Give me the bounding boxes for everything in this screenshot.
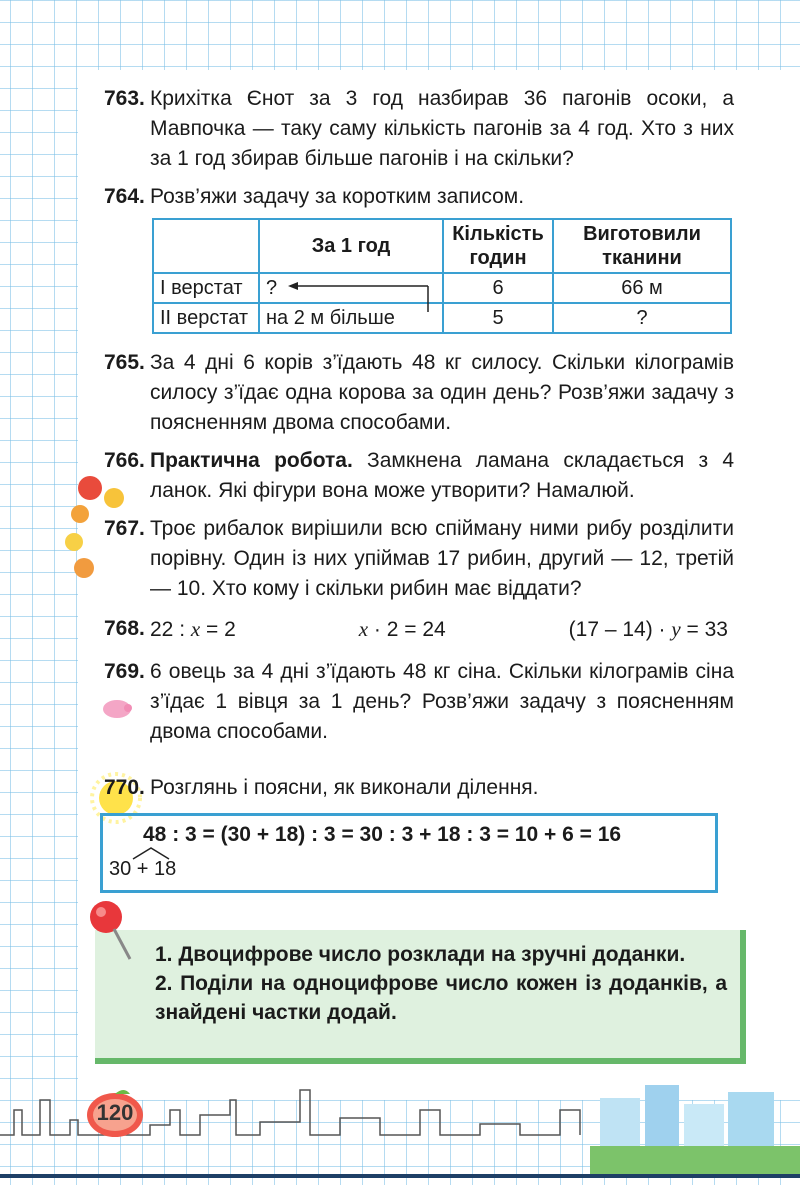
page-number: [84, 1088, 146, 1138]
pushpin-icon: [84, 895, 144, 965]
task-text: Замкнена ламана складається з 4 ланок. Які фігури вона може утворити? Намалюй.: [150, 449, 734, 502]
task-764: [104, 182, 734, 334]
task-number: 769.: [104, 660, 145, 683]
equation-part: (17 – 14) ·: [568, 618, 672, 641]
equation-variable: x: [190, 617, 201, 641]
table-cell: на 2 м більше: [259, 303, 443, 333]
table-cell: ?: [553, 303, 731, 333]
rule-line-2: 2. Поділи на одноцифрове число кожен із доданків, а знайдені частки додай.: [155, 972, 727, 1024]
task-767: [104, 514, 734, 604]
table-header-cell: [153, 219, 259, 273]
table-cell: І верстат: [153, 273, 259, 303]
arrow-icon: [288, 280, 438, 314]
table-row: [153, 273, 731, 303]
task-heading: Практична робота.: [150, 449, 353, 472]
content-column: [104, 84, 734, 893]
table-header-cell: Кількість годин: [443, 219, 553, 273]
task-766: [104, 446, 734, 506]
equation-variable: y: [671, 617, 681, 641]
task-768: [104, 614, 734, 645]
page-number-text: 120: [96, 1100, 134, 1125]
rule-line-1: 1. Двоцифрове число розклади на зручні доданки.: [155, 943, 686, 966]
equation-row: [150, 614, 734, 645]
task-number: 766.: [104, 449, 145, 472]
task-number: 768.: [104, 617, 145, 640]
example-split: 30 + 18: [109, 858, 177, 880]
task-770: [104, 773, 734, 803]
equation-1: [150, 614, 236, 645]
table-cell: ІІ верстат: [153, 303, 259, 333]
table-header-row: [153, 219, 731, 273]
task-text: 6 овець за 4 дні з’їдають 48 кг сіна. Скільки кілограмів сіна з’їдає 1 вівця за 1 день? Розв’яжи задачу з поясненням двома способами.: [150, 660, 734, 743]
task-765: [104, 348, 734, 438]
equation-variable: x: [358, 617, 369, 641]
task-number: 770.: [104, 776, 145, 799]
task-text: Троє рибалок вирішили всю спійману ними рибу розділити порівну. Один із них упіймав 17 рибин, другий — 12, третій — 10. Хто кому і скільки рибин має віддати?: [150, 517, 734, 600]
table-cell: 5: [443, 303, 553, 333]
table-row: [153, 303, 731, 333]
table-cell-with-arrow: [259, 273, 443, 303]
table-cell: 6: [443, 273, 553, 303]
rule-box: [95, 930, 746, 1064]
table-cell: ?: [266, 277, 278, 299]
table-header-cell: Виготовили тканини: [553, 219, 731, 273]
example-equation: 48 : 3 = (30 + 18) : 3 = 30 : 3 + 18 : 3 = 10 + 6 = 16: [143, 823, 622, 846]
task-769: [104, 657, 734, 747]
task-number: 767.: [104, 517, 145, 540]
table-cell: 66 м: [553, 273, 731, 303]
equation-part: = 2: [200, 618, 236, 641]
task-table: [152, 218, 732, 334]
task-text: Розв’яжи задачу за коротким записом.: [150, 185, 525, 208]
table-header-cell: За 1 год: [259, 219, 443, 273]
example-box: [100, 813, 718, 893]
rule-text: [155, 940, 727, 1027]
task-number: 765.: [104, 351, 145, 374]
equation-3: [569, 614, 728, 645]
equation-part: · 2 = 24: [368, 618, 446, 641]
task-number: 764.: [104, 185, 145, 208]
task-text: Розглянь і поясни, як виконали ділення.: [150, 776, 539, 799]
task-763: [104, 84, 734, 174]
equation-2: [359, 614, 446, 645]
task-text: Крихітка Єнот за 3 год назбирав 36 пагонів осоки, а Мавпочка — таку саму кількість пагонів за 4 год. Хто з них за 1 год збирав більше пагонів і на скільки?: [150, 87, 734, 170]
bottom-border-line: [0, 1174, 800, 1178]
equation-part: = 33: [680, 618, 728, 641]
task-number: 763.: [104, 87, 145, 110]
task-text: За 4 дні 6 корів з’їдають 48 кг силосу. Скільки кілограмів силосу з’їдає одна корова за один день? Розв’яжи задачу з поясненням двома способами.: [150, 351, 734, 434]
equation-part: 22 :: [150, 618, 191, 641]
